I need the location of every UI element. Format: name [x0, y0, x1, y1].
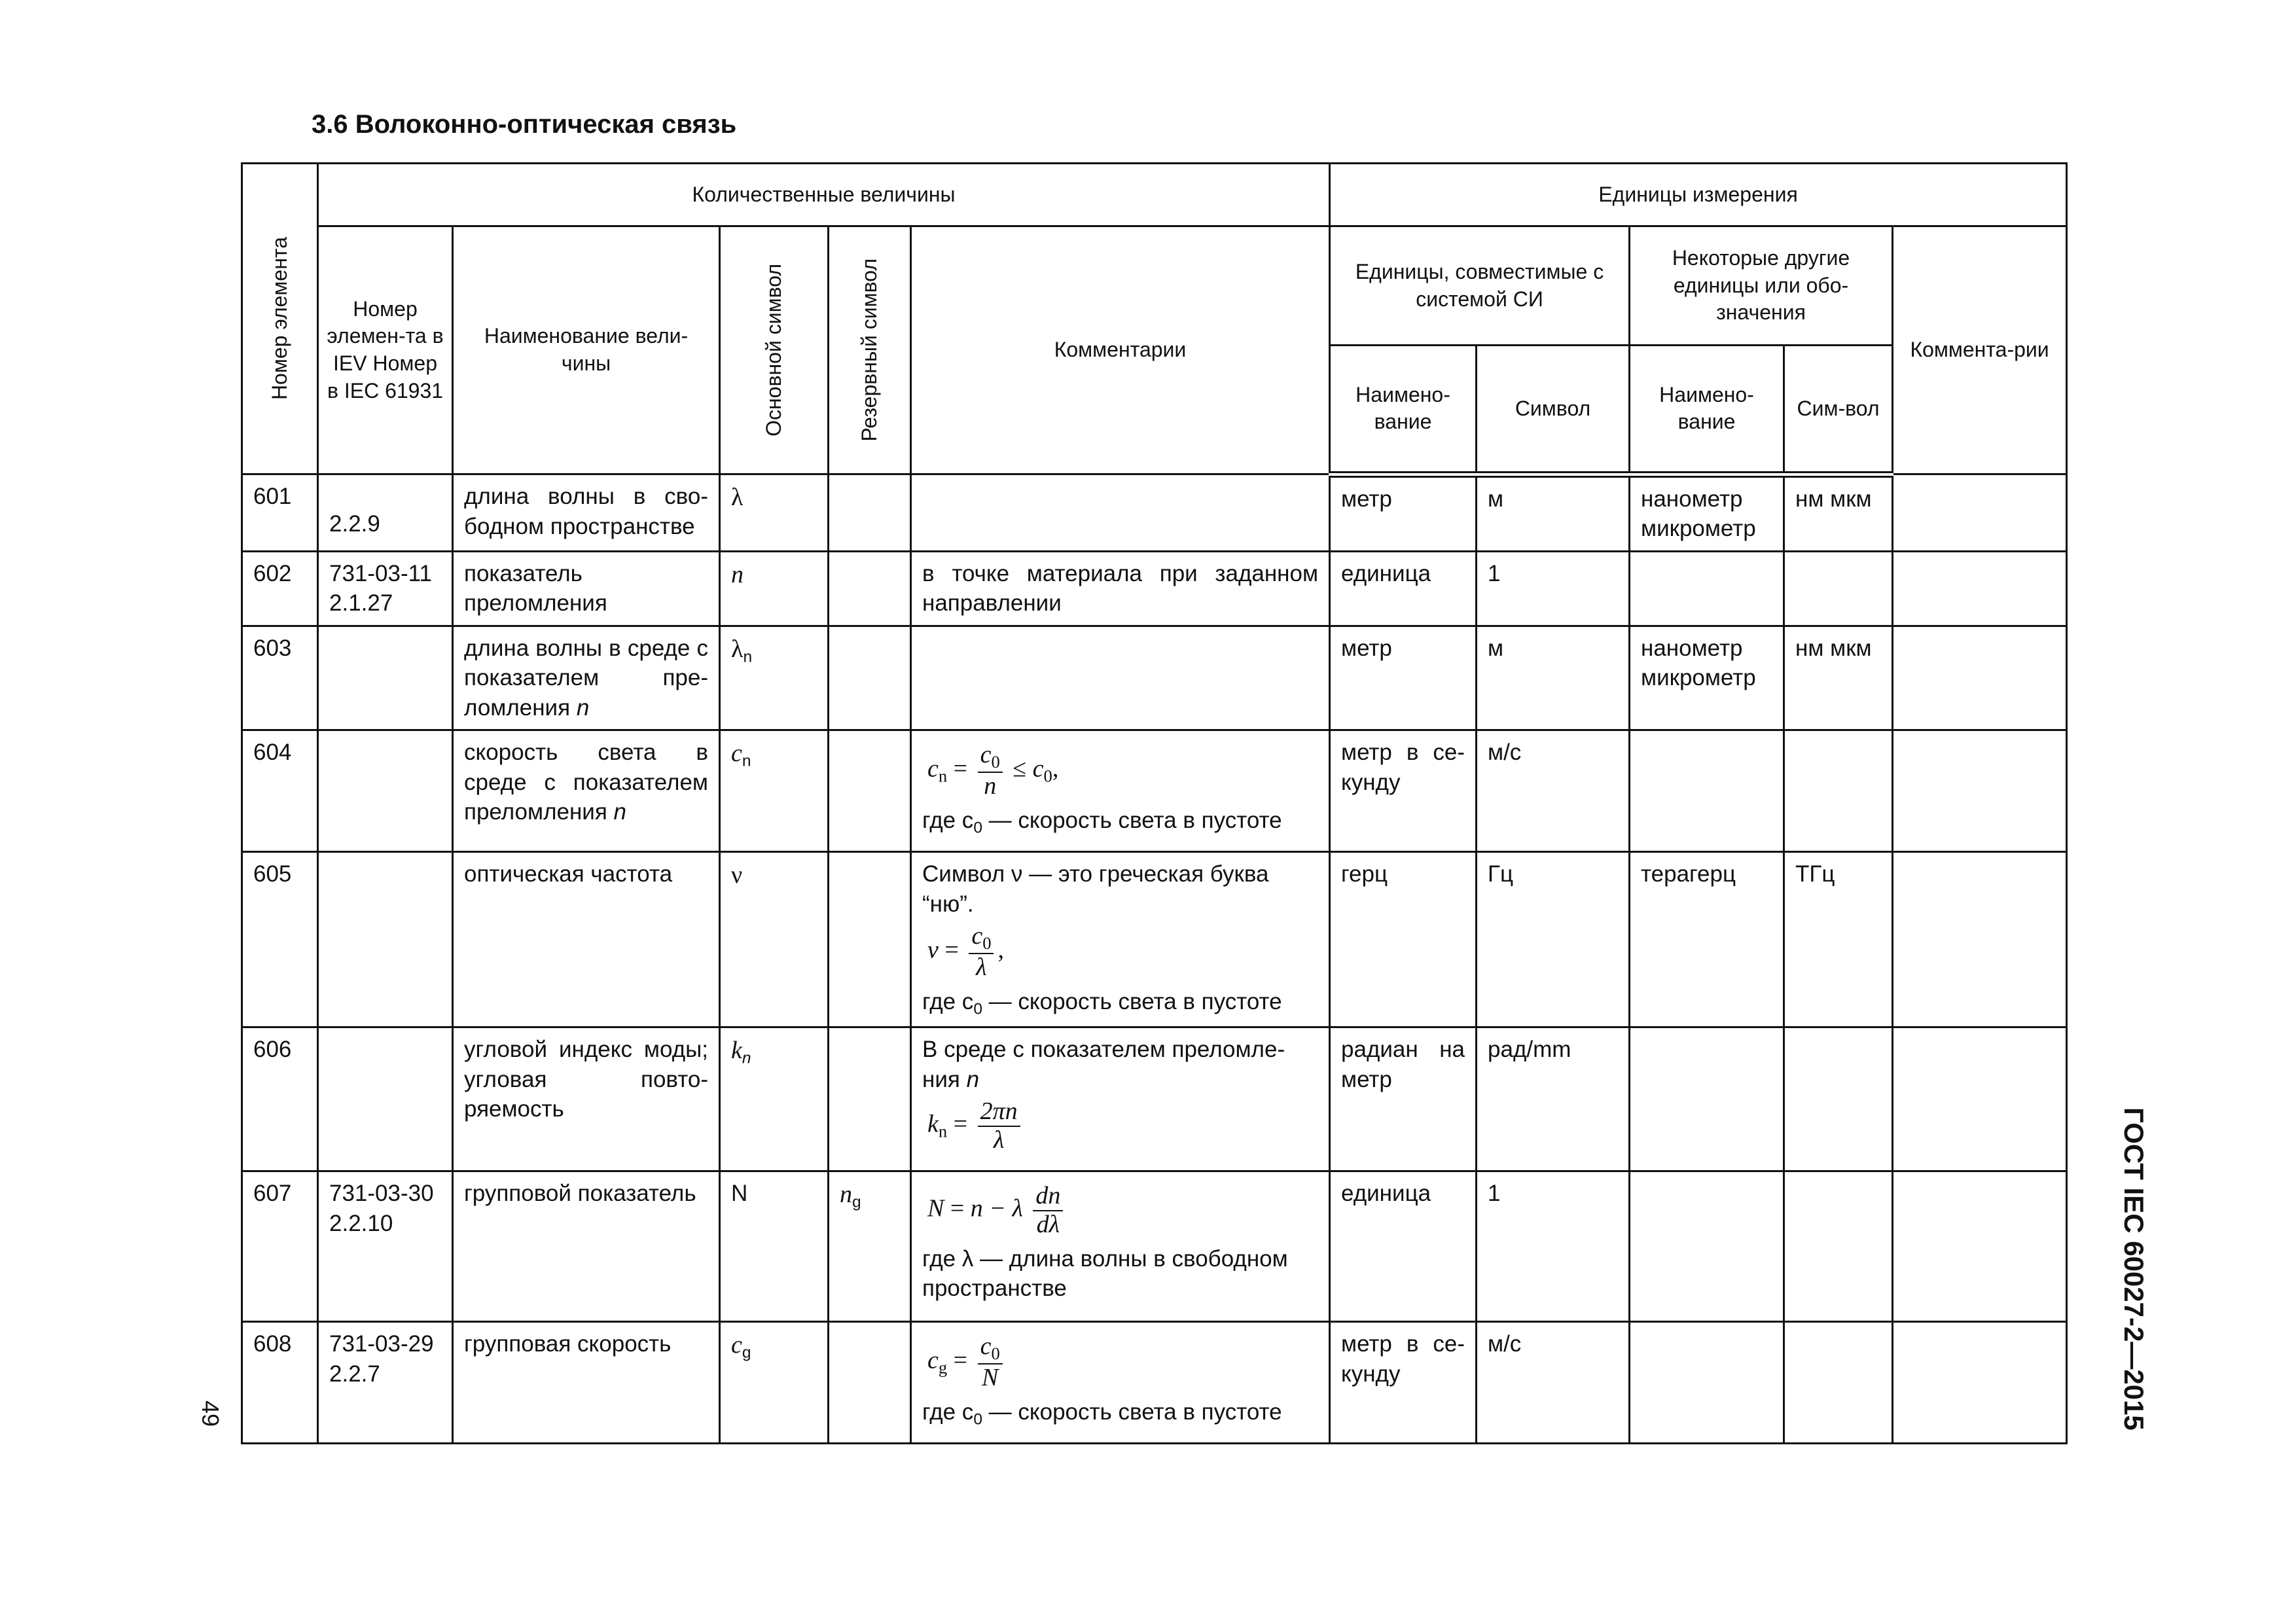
unit-name: метр в се-кунду [1330, 730, 1477, 852]
section-title: 3.6 Волоконно-оптическая связь [312, 110, 737, 139]
reserve-symbol [829, 1322, 911, 1444]
standard-designation: ГОСТ IEC 60027-2—2015 [2119, 1107, 2149, 1431]
table-row [242, 626, 2067, 730]
comment: Символ ν — это греческая буква “ню”. ν = $\frac{c_0}{\lambda}$ , где $c_0$ — скорость света в пустоте [911, 852, 1330, 1027]
row-number: 605 [242, 852, 318, 1027]
header-quantity-name: Наименование вели-чины [453, 226, 720, 474]
other-unit-symbol [1784, 1027, 1893, 1171]
unit-comment [1893, 1171, 2067, 1322]
other-unit-name: нанометр микрометр [1630, 474, 1784, 552]
unit-name: метр [1330, 626, 1477, 730]
unit-comment [1893, 626, 2067, 730]
header-main-symbol: Основной символ [720, 226, 829, 474]
header-other-name: Наимено-вание [1630, 346, 1784, 474]
unit-comment [1893, 1027, 2067, 1171]
main-symbol: ν [720, 852, 829, 1027]
header-other-units: Некоторые другие единицы или обо-значения [1630, 226, 1893, 346]
comment: $c_g$ = $\frac{c_0}{N}$ где $c_0$ — скорость света в пустоте [911, 1322, 1330, 1444]
header-reserve-symbol: Резервный символ [829, 226, 911, 474]
header-quantities: Количественные величины [318, 164, 1330, 226]
table-row [242, 474, 2067, 552]
other-unit-name [1630, 1027, 1784, 1171]
comment: N = n − λ $\frac{dn}{d\lambda}$ где λ — длина волны в свободном пространстве [911, 1171, 1330, 1322]
other-unit-name: терагерц [1630, 852, 1784, 1027]
unit-comment [1893, 1322, 2067, 1444]
formula: $c_n$ = $\frac{c_0}{n}$ ≤ $c_0$, [927, 741, 1059, 800]
main-symbol: N [720, 1171, 829, 1322]
header-si-name: Наимено-вание [1330, 346, 1477, 474]
unit-symbol: 1 [1477, 1171, 1630, 1322]
unit-name: метр [1330, 474, 1477, 552]
quantity-name: длина волны в среде с показателем пре-ломления n [453, 626, 720, 730]
iev-number [318, 852, 453, 1027]
row-number: 602 [242, 551, 318, 626]
other-unit-symbol: нм мкм [1784, 626, 1893, 730]
other-unit-name: нанометр микрометр [1630, 626, 1784, 730]
row-number: 601 [242, 474, 318, 552]
page-number: 49 [197, 1400, 224, 1427]
row-number: 604 [242, 730, 318, 852]
reserve-symbol [829, 474, 911, 552]
iev-number: 731-03-29 2.2.7 [318, 1322, 453, 1444]
header-si-symbol: Символ [1477, 346, 1630, 474]
iev-number [318, 730, 453, 852]
formula: $c_g$ = $\frac{c_0}{N}$ [927, 1333, 1318, 1392]
table-row [242, 1322, 2067, 1444]
reserve-symbol [829, 852, 911, 1027]
unit-name: герц [1330, 852, 1477, 1027]
other-unit-symbol [1784, 730, 1893, 852]
iev-number: 731-03-30 2.2.10 [318, 1171, 453, 1322]
comment: В среде с показателем преломле-ния n $k_n$ = $\frac{2\pi n}{\lambda}$ [911, 1027, 1330, 1171]
row-number: 607 [242, 1171, 318, 1322]
unit-comment [1893, 852, 2067, 1027]
other-unit-name [1630, 730, 1784, 852]
table-row [242, 1171, 2067, 1322]
unit-name: единица [1330, 551, 1477, 626]
header-iev-number: Номер элемен-та в IEV Номер в IEC 61931 [318, 226, 453, 474]
table-row [242, 1027, 2067, 1171]
other-unit-name [1630, 1322, 1784, 1444]
unit-comment [1893, 730, 2067, 852]
unit-comment [1893, 474, 2067, 552]
table-row [242, 852, 2067, 1027]
quantity-name: угловой индекс моды; угловая повто-ряемость [453, 1027, 720, 1171]
comment: в точке материала при заданном направлении [911, 551, 1330, 626]
unit-symbol: 1 [1477, 551, 1630, 626]
formula: ν = $\frac{c_0}{\lambda}$ , [927, 922, 1004, 982]
formula: N = n − λ $\frac{dn}{d\lambda}$ [927, 1183, 1318, 1239]
main-symbol: $\lambda_n$ [720, 626, 829, 730]
header-units: Единицы измерения [1330, 164, 2067, 226]
quantity-name: групповой показатель [453, 1171, 720, 1322]
reserve-symbol [829, 626, 911, 730]
unit-name: радиан на метр [1330, 1027, 1477, 1171]
main-symbol: n [720, 551, 829, 626]
other-unit-symbol: нм мкм [1784, 474, 1893, 552]
main-symbol: λ [720, 474, 829, 552]
formula: $k_n$ = $\frac{2\pi n}{\lambda}$ [927, 1098, 1318, 1154]
unit-symbol: м/с [1477, 730, 1630, 852]
header-si-compatible: Единицы, совместимые с системой СИ [1330, 226, 1630, 346]
header-other-symbol: Сим-вол [1784, 346, 1893, 474]
quantity-name: скорость света в среде с показателем преломления n [453, 730, 720, 852]
table-row [242, 730, 2067, 852]
reserve-symbol [829, 551, 911, 626]
other-unit-symbol: ТГц [1784, 852, 1893, 1027]
other-unit-name [1630, 1171, 1784, 1322]
other-unit-symbol [1784, 1322, 1893, 1444]
quantities-table [241, 162, 2068, 1444]
header-comments: Комментарии [911, 226, 1330, 474]
row-number: 608 [242, 1322, 318, 1444]
table-row [242, 551, 2067, 626]
iev-number [318, 626, 453, 730]
other-unit-symbol [1784, 551, 1893, 626]
comment [911, 626, 1330, 730]
header-unit-comments: Коммента-рии [1893, 226, 2067, 474]
unit-symbol: м [1477, 474, 1630, 552]
unit-name: метр в се-кунду [1330, 1322, 1477, 1444]
unit-symbol: м/с [1477, 1322, 1630, 1444]
main-symbol: $c_g$ [720, 1322, 829, 1444]
iev-number: 2.2.9 [318, 474, 453, 552]
unit-symbol: Гц [1477, 852, 1630, 1027]
unit-name: единица [1330, 1171, 1477, 1322]
unit-symbol: рад/mm [1477, 1027, 1630, 1171]
reserve-symbol [829, 1027, 911, 1171]
comment: $c_n$ = $\frac{c_0}{n}$ ≤ $c_0$, где $с_0$ — скорость света в пустоте [911, 730, 1330, 852]
main-symbol: $k_n$ [720, 1027, 829, 1171]
comment [911, 474, 1330, 552]
row-number: 603 [242, 626, 318, 730]
reserve-symbol [829, 730, 911, 852]
unit-comment [1893, 551, 2067, 626]
row-number: 606 [242, 1027, 318, 1171]
iev-number: 731-03-11 2.1.27 [318, 551, 453, 626]
unit-symbol: м [1477, 626, 1630, 730]
main-symbol: $c_n$ [720, 730, 829, 852]
other-unit-name [1630, 551, 1784, 626]
reserve-symbol: $n_g$ [829, 1171, 911, 1322]
quantity-name: оптическая частота [453, 852, 720, 1027]
other-unit-symbol [1784, 1171, 1893, 1322]
quantity-name: показатель преломления [453, 551, 720, 626]
quantity-name: длина волны в сво-бодном пространстве [453, 474, 720, 552]
iev-number [318, 1027, 453, 1171]
quantity-name: групповая скорость [453, 1322, 720, 1444]
header-element-number: Номер элемента [242, 164, 318, 474]
